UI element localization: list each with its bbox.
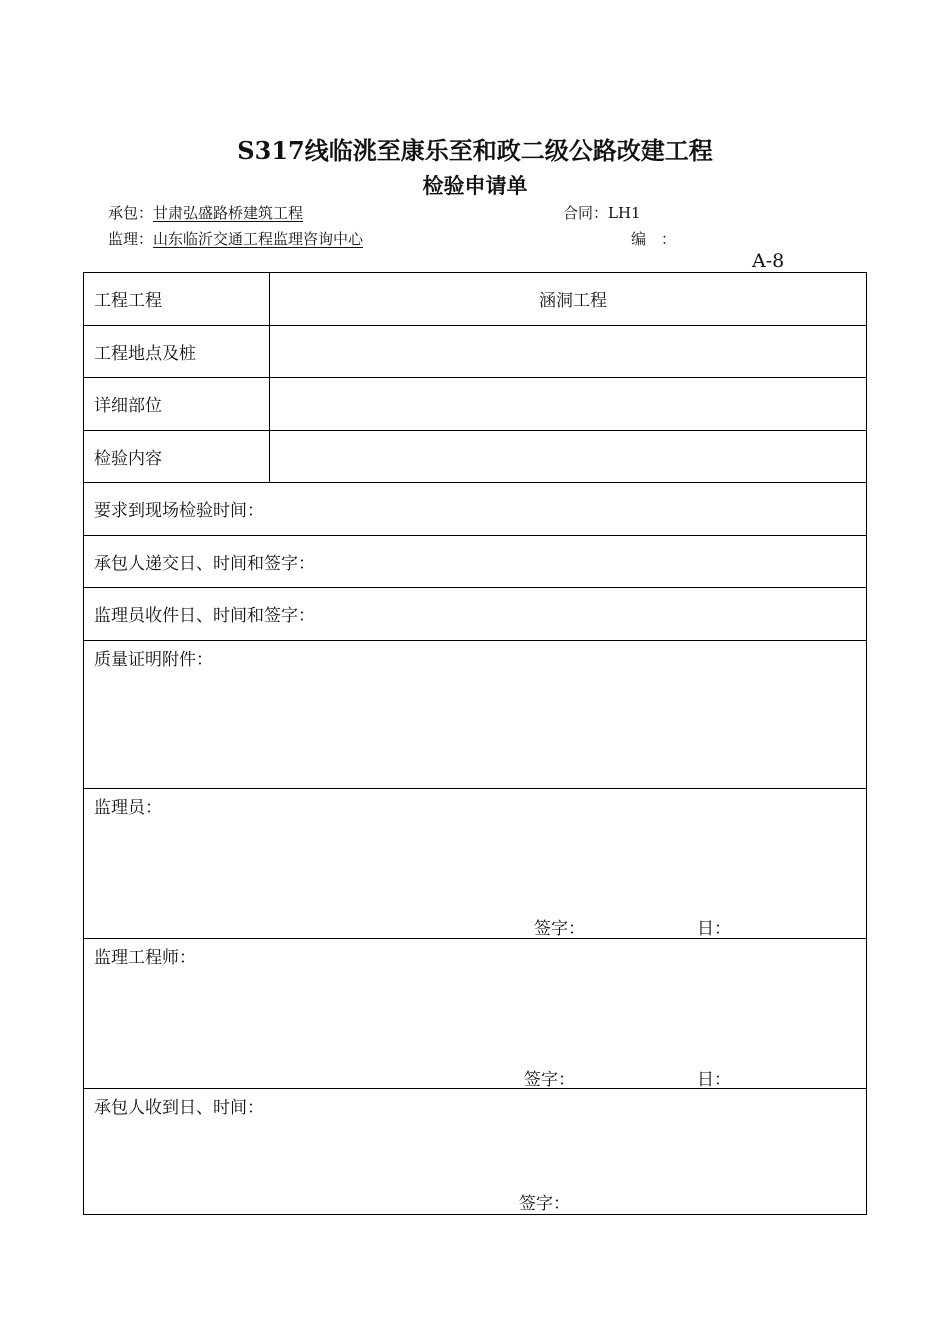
table-row [84, 273, 867, 326]
inspection-form-table [83, 272, 867, 1215]
contractor-label: 承包： [108, 204, 154, 222]
engineer-date-label: 日： [697, 1069, 731, 1090]
attachments-cell[interactable] [84, 640, 867, 788]
table-row [84, 640, 867, 788]
location-label: 工程地点及桩 [84, 325, 270, 378]
part-value[interactable] [270, 378, 867, 431]
supervisor-label: 监理： [108, 230, 154, 248]
attachments-label: 质量证明附件： [94, 649, 213, 670]
submit-label[interactable]: 承包人递交日、时间和签字： [84, 535, 867, 588]
form-code: A-8 [752, 250, 785, 272]
project-label: 工程工程 [84, 273, 270, 326]
location-value[interactable] [270, 325, 867, 378]
number-label: 编 ： [631, 230, 677, 248]
content-label: 检验内容 [84, 430, 270, 483]
contract-label: 合同： [563, 204, 609, 222]
inspector-cell[interactable] [84, 788, 867, 938]
engineer-cell[interactable] [84, 938, 867, 1088]
receive-label[interactable]: 监理员收件日、时间和签字： [84, 588, 867, 641]
table-row [84, 483, 867, 536]
project-value[interactable]: 涵洞工程 [270, 273, 867, 326]
inspector-date-label: 日： [697, 918, 731, 939]
contractor-line [108, 202, 303, 223]
table-row [84, 938, 867, 1088]
table-row [84, 535, 867, 588]
supervisor-value: 山东临沂交通工程监理咨询中心 [153, 230, 364, 248]
document-title: S317线临洮至康乐至和政二级公路改建工程 [237, 136, 713, 165]
inspector-label: 监理员： [94, 797, 162, 818]
table-row [84, 1088, 867, 1214]
engineer-label: 监理工程师： [94, 947, 196, 968]
contract-value: LH1 [608, 204, 641, 222]
content-value[interactable] [270, 430, 867, 483]
document-subtitle: 检验申请单 [422, 173, 528, 198]
contractor-receipt-sign-label: 签字： [519, 1193, 570, 1214]
contract-line [563, 202, 641, 223]
contractor-receipt-cell[interactable] [84, 1088, 867, 1214]
contractor-receipt-label: 承包人收到日、时间： [94, 1097, 264, 1118]
supervisor-line [108, 228, 363, 249]
contractor-value: 甘肃弘盛路桥建筑工程 [153, 204, 304, 222]
inspector-sign-label: 签字： [534, 918, 585, 939]
required-time-label[interactable]: 要求到现场检验时间： [84, 483, 867, 536]
table-row [84, 788, 867, 938]
table-row [84, 430, 867, 483]
table-row [84, 325, 867, 378]
table-row [84, 588, 867, 641]
part-label: 详细部位 [84, 378, 270, 431]
engineer-sign-label: 签字： [524, 1069, 575, 1090]
table-row [84, 378, 867, 431]
